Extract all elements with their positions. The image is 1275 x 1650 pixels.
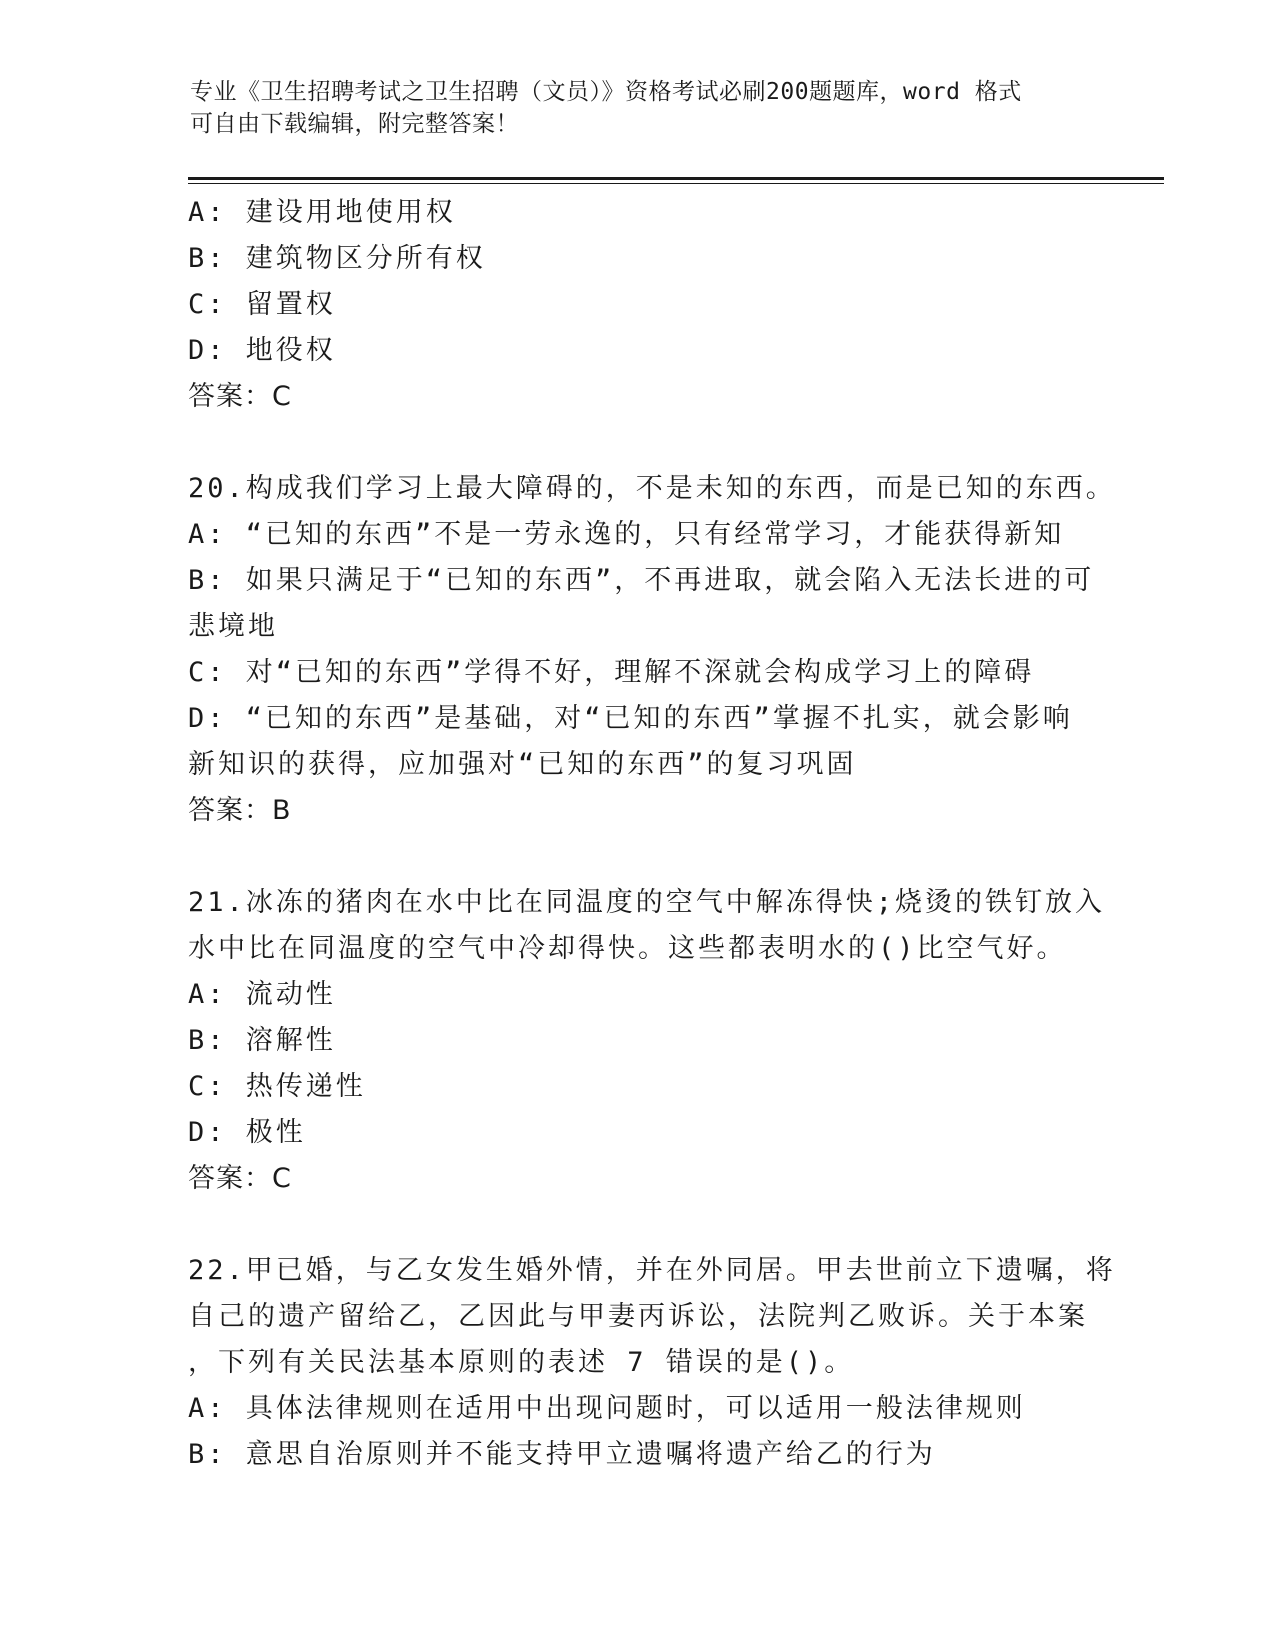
question-stem-line-1: 22.甲已婚，与乙女发生婚外情，并在外同居。甲去世前立下遗嘱，将 bbox=[188, 1255, 1116, 1286]
question-list bbox=[188, 190, 1116, 1478]
option-c: C: 对“已知的东西”学得不好，理解不深就会构成学习上的障碍 bbox=[188, 657, 1035, 688]
option-d-line-2: 新知识的获得，应加强对“已知的东西”的复习巩固 bbox=[188, 749, 857, 780]
question-19 bbox=[188, 190, 1088, 420]
header-line-2: 可自由下载编辑，附完整答案！ bbox=[190, 111, 519, 137]
question-stem-line-2: 自己的遗产留给乙，乙因此与甲妻丙诉讼，法院判乙败诉。关于本案 bbox=[188, 1301, 1088, 1332]
option-c: C: 热传递性 bbox=[188, 1071, 366, 1102]
option-a: A: 建设用地使用权 bbox=[188, 197, 456, 228]
answer: 答案：C bbox=[188, 381, 292, 412]
option-b: B: 建筑物区分所有权 bbox=[188, 243, 486, 274]
question-stem-line-1: 21.冰冻的猪肉在水中比在同温度的空气中解冻得快;烧烫的铁钉放入 bbox=[188, 887, 1106, 918]
header-rule-thick bbox=[188, 177, 1164, 180]
option-d: D: 极性 bbox=[188, 1117, 306, 1148]
option-c: C: 留置权 bbox=[188, 289, 336, 320]
answer: 答案：C bbox=[188, 1163, 292, 1194]
spacer bbox=[188, 1202, 1088, 1248]
option-d: D: 地役权 bbox=[188, 335, 336, 366]
option-d-line-1: D: “已知的东西”是基础，对“已知的东西”掌握不扎实，就会影响 bbox=[188, 703, 1073, 734]
question-stem-line-2: 水中比在同温度的空气中冷却得快。这些都表明水的()比空气好。 bbox=[188, 933, 1067, 964]
option-b-line-2: 悲境地 bbox=[188, 611, 278, 642]
question-21 bbox=[188, 880, 1106, 1202]
document-header bbox=[190, 76, 1090, 140]
option-a: A: 流动性 bbox=[188, 979, 336, 1010]
spacer bbox=[188, 420, 1088, 466]
option-a: A: “已知的东西”不是一劳永逸的，只有经常学习，才能获得新知 bbox=[188, 519, 1065, 550]
header-rule-thin bbox=[188, 183, 1164, 184]
header-line-1: 专业《卫生招聘考试之卫生招聘（文员）》资格考试必刷200题题库，word 格式 bbox=[190, 79, 1022, 105]
option-b: B: 意思自治原则并不能支持甲立遗嘱将遗产给乙的行为 bbox=[188, 1439, 936, 1470]
question-22 bbox=[188, 1248, 1116, 1478]
question-stem-line-3: ，下列有关民法基本原则的表述 7 错误的是()。 bbox=[188, 1347, 855, 1378]
question-stem: 20.构成我们学习上最大障碍的，不是未知的东西，而是已知的东西。 bbox=[188, 473, 1116, 504]
answer: 答案：B bbox=[188, 795, 292, 826]
question-20 bbox=[188, 466, 1116, 834]
option-a: A: 具体法律规则在适用中出现问题时，可以适用一般法律规则 bbox=[188, 1393, 1026, 1424]
option-b: B: 溶解性 bbox=[188, 1025, 336, 1056]
option-b-line-1: B: 如果只满足于“已知的东西”，不再进取，就会陷入无法长进的可 bbox=[188, 565, 1095, 596]
spacer bbox=[188, 834, 1088, 880]
